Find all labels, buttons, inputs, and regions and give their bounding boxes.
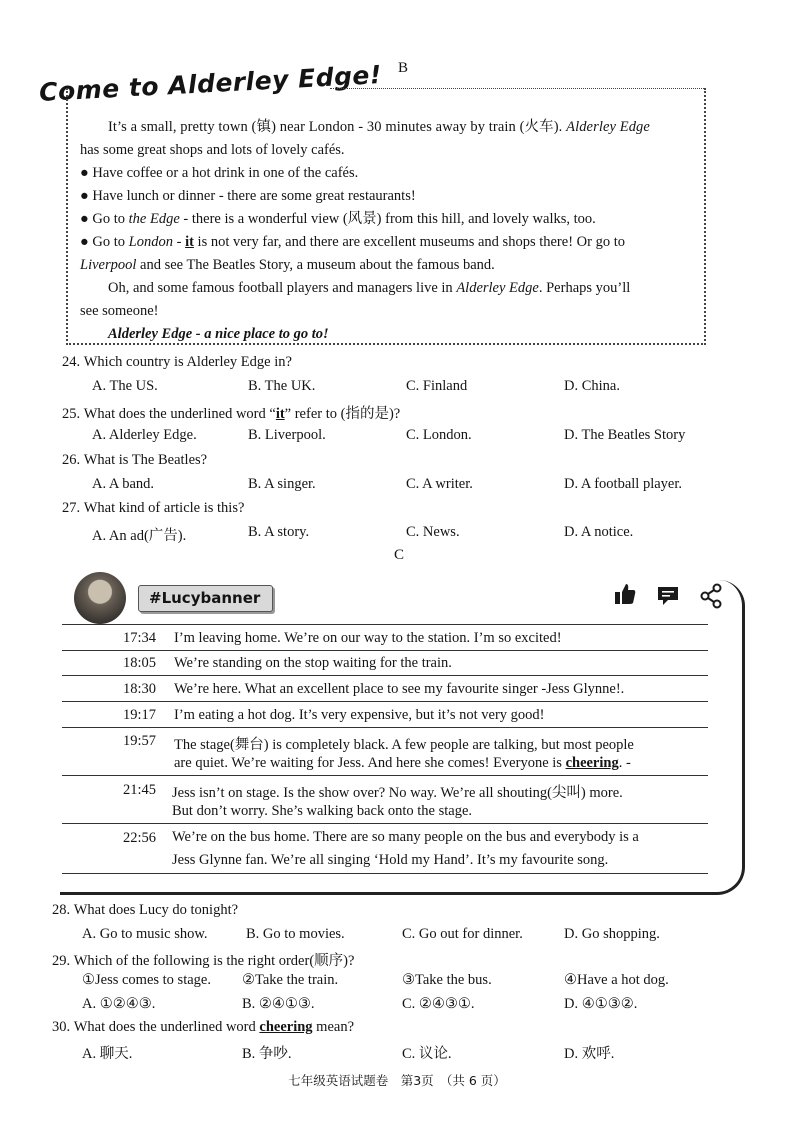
q30-option-b[interactable]: B. 争吵. (242, 1046, 292, 1062)
poster-bullet-4 (80, 231, 692, 254)
q29-option-d[interactable]: D. ④①③②. (564, 996, 638, 1012)
closing-text: Oh, and some famous football players and managers live in (108, 280, 457, 296)
q26-option-d[interactable]: D. A football player. (564, 476, 682, 492)
q30-option-a[interactable]: A. 聊天. (82, 1046, 133, 1062)
feed-entry (62, 727, 708, 776)
hashtag-label: #Lucybanner (138, 585, 273, 612)
entry-time: 17:34 (122, 630, 156, 646)
underlined-word-cheering: cheering (565, 755, 619, 771)
q24-option-a[interactable]: A. The US. (92, 378, 158, 394)
question-text: What is The Beatles? (83, 452, 208, 468)
bullet-4-text-cont: is not very far, and there are excellent museums and shops there! Or go to (193, 234, 625, 250)
section-c-label: C (394, 547, 405, 563)
q28-option-b[interactable]: B. Go to movies. (246, 926, 345, 942)
q28-option-a[interactable]: A. Go to music show. (82, 926, 208, 942)
section-b-label: B (398, 60, 409, 76)
question-number: 30. (52, 1019, 71, 1035)
feed-entry (62, 650, 708, 676)
q26-option-a[interactable]: A. A band. (92, 476, 155, 492)
question-number: 29. (52, 953, 71, 969)
entry-text-end: . - (618, 755, 631, 771)
feed-entry (62, 701, 708, 728)
q27-option-c[interactable]: C. News. (406, 524, 460, 540)
q25-option-b[interactable]: B. Liverpool. (248, 427, 326, 443)
poster-intro (80, 116, 692, 139)
question-text-cont: mean? (312, 1019, 355, 1035)
entry-time: 18:30 (122, 681, 156, 697)
entry-text-cont: are quiet. We’re waiting for Jess. And here she comes! Everyone is (174, 755, 566, 771)
question-text-cont: ” refer to (指的是)? (284, 406, 401, 422)
q25-option-d[interactable]: D. The Beatles Story (564, 427, 686, 443)
comment-icon[interactable] (656, 584, 680, 608)
poster-bullet-4-cont (80, 254, 692, 277)
entry-text: We’re here. What an excellent place to see my favourite singer -Jess Glynne!. (174, 681, 625, 697)
feed-entry (62, 823, 708, 874)
poster-closing-cont (80, 300, 692, 323)
q27-option-d[interactable]: D. A notice. (564, 524, 634, 540)
closing-text-end: see someone! (80, 303, 159, 319)
q28-option-c[interactable]: C. Go out for dinner. (402, 926, 523, 942)
bullet-1-text: Have coffee or a hot drink in one of the cafés. (92, 165, 359, 181)
q30-option-c[interactable]: C. 议论. (402, 1046, 452, 1062)
entry-text: I’m eating a hot dog. It’s very expensive, but it’s not very good! (174, 707, 545, 723)
feed-entry (62, 675, 708, 702)
entry-text: We’re standing on the stop waiting for the train. (174, 655, 452, 671)
poster-bullet-1 (80, 162, 692, 185)
avatar (74, 572, 126, 624)
q25-option-a[interactable]: A. Alderley Edge. (92, 427, 197, 443)
q27-option-b[interactable]: B. A story. (248, 524, 310, 540)
entry-text-line-2: Jess Glynne fan. We’re all singing ‘Hold my Hand’. It’s my favourite song. (172, 852, 609, 868)
bullet-icon: ● (80, 188, 89, 204)
question-number: 24. (62, 354, 81, 370)
poster-closing (80, 277, 692, 300)
poster-slogan: Alderley Edge - a nice place to go to! (108, 326, 329, 342)
question-text: What does the underlined word “ (83, 406, 276, 422)
entry-time: 19:57 (122, 733, 156, 749)
entry-time: 19:17 (122, 707, 156, 723)
bullet-icon: ● (80, 165, 89, 181)
thumbs-up-icon[interactable] (613, 582, 637, 606)
q29-option-c[interactable]: C. ②④③①. (402, 996, 475, 1012)
q29-item-1: ①Jess comes to stage. (82, 972, 211, 988)
question-number: 27. (62, 500, 81, 516)
entry-text: The stage(舞台) is completely black. A few people are talking, but most people (174, 737, 634, 753)
question-text: What does Lucy do tonight? (73, 902, 239, 918)
entry-text: I’m leaving home. We’re on our way to the station. I’m so excited! (174, 630, 562, 646)
bullet-4-place: London (128, 234, 173, 250)
entry-text-line-2: But don’t worry. She’s walking back onto the stage. (172, 803, 473, 819)
page-footer: 七年级英语试题卷 第3页 （共 6 页） (288, 1073, 506, 1088)
poster-intro-cont (80, 139, 692, 162)
entry-time: 18:05 (122, 655, 156, 671)
bullet-4-dash: - (172, 234, 186, 250)
underlined-word-it: it (185, 234, 194, 250)
feed-entry (62, 624, 708, 651)
bullet-4-place-2: Liverpool (80, 257, 137, 273)
question-30 (52, 1019, 354, 1036)
q29-item-3: ③Take the bus. (402, 972, 492, 988)
question-28 (52, 902, 238, 919)
question-number: 26. (62, 452, 81, 468)
bullet-3-text: Go to (92, 211, 129, 227)
bullet-icon: ● (80, 234, 89, 250)
question-text: What does the underlined word (73, 1019, 260, 1035)
q29-item-4: ④Have a hot dog. (564, 972, 669, 988)
question-26 (62, 452, 207, 469)
q24-option-c[interactable]: C. Finland (406, 378, 468, 394)
poster-title: Come to Alderley Edge! (38, 60, 383, 107)
question-underlined-word: it (275, 406, 285, 422)
question-number: 25. (62, 406, 81, 422)
feed-bottom-rule (62, 873, 708, 874)
poster-body (80, 116, 692, 346)
q29-item-2: ②Take the train. (242, 972, 339, 988)
question-29 (52, 949, 354, 970)
q24-option-b[interactable]: B. The UK. (248, 378, 316, 394)
bullet-icon: ● (80, 211, 89, 227)
q26-option-b[interactable]: B. A singer. (248, 476, 316, 492)
q29-option-b[interactable]: B. ②④①③. (242, 996, 315, 1012)
bullet-4-text-end: and see The Beatles Story, a museum about the famous band. (136, 257, 495, 273)
question-24 (62, 354, 292, 371)
entry-time: 21:45 (122, 782, 156, 798)
closing-town-name: Alderley Edge (456, 280, 539, 296)
poster-bullet-3 (80, 208, 692, 231)
poster-bullet-2 (80, 185, 692, 208)
intro-text: It’s a small, pretty town (镇) near London - 30 minutes away by train (火车). (108, 119, 567, 135)
q27-option-a[interactable]: A. An ad(广告). (92, 528, 187, 544)
q26-option-c[interactable]: C. A writer. (406, 476, 473, 492)
q30-option-d[interactable]: D. 欢呼. (564, 1046, 615, 1062)
question-text: What kind of article is this? (83, 500, 245, 516)
feed-entry (62, 775, 708, 824)
share-icon[interactable] (699, 583, 723, 609)
intro-town-name: Alderley Edge (566, 119, 650, 135)
entry-time: 22:56 (122, 830, 156, 846)
question-number: 28. (52, 902, 71, 918)
q28-option-d[interactable]: D. Go shopping. (564, 926, 660, 942)
question-27 (62, 500, 244, 517)
q29-option-a[interactable]: A. ①②④③. (82, 996, 156, 1012)
question-underlined-word: cheering (259, 1019, 313, 1035)
entry-text: Jess isn’t on stage. Is the show over? No way. We’re all shouting(尖叫) more. (172, 785, 623, 801)
bullet-2-text: Have lunch or dinner - there are some great restaurants! (92, 188, 416, 204)
bullet-3-place: the Edge (128, 211, 180, 227)
bullet-4-text: Go to (92, 234, 129, 250)
closing-text-cont: . Perhaps you’ll (538, 280, 631, 296)
q24-option-d[interactable]: D. China. (564, 378, 620, 394)
question-text: Which of the following is the right order(顺序)? (73, 953, 355, 969)
entry-text: We’re on the bus home. There are so many people on the bus and everybody is a (172, 829, 639, 845)
question-25 (62, 402, 400, 423)
question-text: Which country is Alderley Edge in? (83, 354, 292, 370)
bullet-3-text-cont: - there is a wonderful view (风景) from this hill, and lovely walks, too. (179, 211, 596, 227)
intro-text-cont: has some great shops and lots of lovely cafés. (80, 142, 345, 158)
entry-text-line-2 (174, 755, 631, 772)
q25-option-c[interactable]: C. London. (406, 427, 472, 443)
